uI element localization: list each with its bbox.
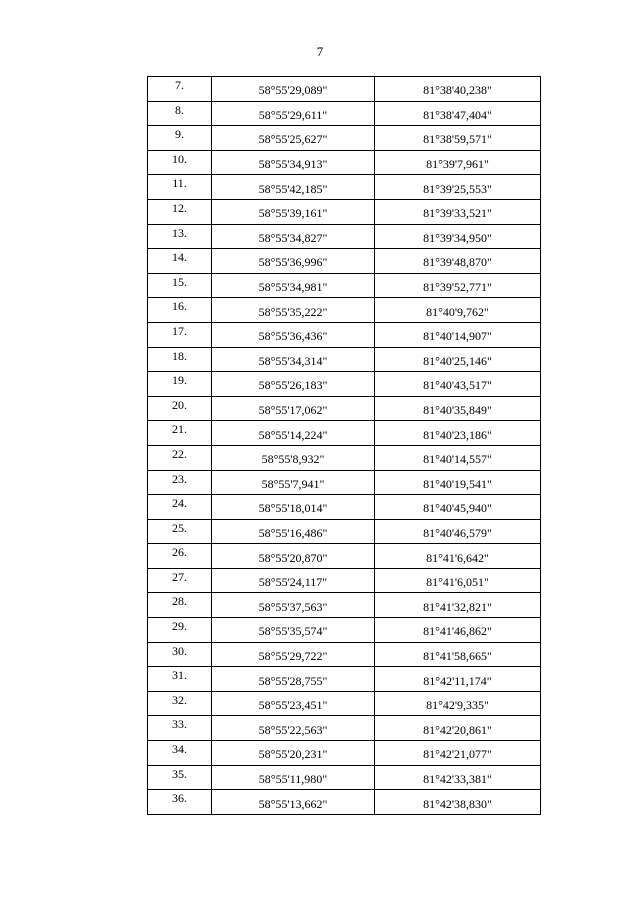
latitude-cell: 58°55'26,183" [212,372,375,397]
table-row [148,126,541,151]
point-number-cell: 25. [148,519,212,544]
point-number-cell: 21. [148,421,212,446]
longitude-cell: 81°39'25,553" [375,175,541,200]
latitude-cell: 58°55'20,870" [212,544,375,569]
table-row [148,175,541,200]
longitude-cell: 81°38'47,404" [375,101,541,126]
point-number-cell: 12. [148,199,212,224]
table-row [148,495,541,520]
point-number-cell: 11. [148,175,212,200]
table-row [148,593,541,618]
point-number-cell: 33. [148,716,212,741]
point-number-cell: 35. [148,765,212,790]
longitude-cell: 81°42'11,174" [375,667,541,692]
latitude-cell: 58°55'42,185" [212,175,375,200]
latitude-cell: 58°55'25,627" [212,126,375,151]
longitude-cell: 81°40'14,557" [375,445,541,470]
point-number-cell: 17. [148,322,212,347]
point-number-cell: 7. [148,77,212,102]
table-row [148,396,541,421]
point-number-cell: 8. [148,101,212,126]
longitude-cell: 81°42'33,381" [375,765,541,790]
point-number-cell: 13. [148,224,212,249]
point-number-cell: 26. [148,544,212,569]
point-number-cell: 16. [148,298,212,323]
latitude-cell: 58°55'24,117" [212,568,375,593]
longitude-cell: 81°41'6,642" [375,544,541,569]
latitude-cell: 58°55'7,941" [212,470,375,495]
longitude-cell: 81°41'46,862" [375,618,541,643]
table-row [148,101,541,126]
longitude-cell: 81°40'19,541" [375,470,541,495]
point-number-cell: 18. [148,347,212,372]
longitude-cell: 81°41'32,821" [375,593,541,618]
latitude-cell: 58°55'39,161" [212,199,375,224]
point-number-cell: 31. [148,667,212,692]
point-number-cell: 19. [148,372,212,397]
point-number-cell: 34. [148,741,212,766]
latitude-cell: 58°55'16,486" [212,519,375,544]
point-number-cell: 14. [148,249,212,274]
page-number: 7 [316,44,324,59]
longitude-cell: 81°39'48,870" [375,249,541,274]
table-row [148,790,541,815]
latitude-cell: 58°55'29,722" [212,642,375,667]
table-row [148,372,541,397]
longitude-cell: 81°42'21,077" [375,741,541,766]
latitude-cell: 58°55'14,224" [212,421,375,446]
table-row [148,765,541,790]
longitude-cell: 81°42'9,335" [375,691,541,716]
latitude-cell: 58°55'37,563" [212,593,375,618]
point-number-cell: 15. [148,273,212,298]
latitude-cell: 58°55'23,451" [212,691,375,716]
table-row [148,544,541,569]
point-number-cell: 27. [148,568,212,593]
longitude-cell: 81°40'45,940" [375,495,541,520]
table-row [148,322,541,347]
longitude-cell: 81°38'40,238" [375,77,541,102]
longitude-cell: 81°40'43,517" [375,372,541,397]
latitude-cell: 58°55'34,913" [212,150,375,175]
longitude-cell: 81°40'23,186" [375,421,541,446]
point-number-cell: 24. [148,495,212,520]
table-row [148,199,541,224]
latitude-cell: 58°55'34,314" [212,347,375,372]
table-row [148,519,541,544]
latitude-cell: 58°55'22,563" [212,716,375,741]
longitude-cell: 81°40'9,762" [375,298,541,323]
table-row [148,150,541,175]
point-number-cell: 28. [148,593,212,618]
table-row [148,224,541,249]
latitude-cell: 58°55'28,755" [212,667,375,692]
latitude-cell: 58°55'13,662" [212,790,375,815]
point-number-cell: 22. [148,445,212,470]
coordinates-table-body [148,77,541,815]
longitude-cell: 81°42'20,861" [375,716,541,741]
latitude-cell: 58°55'17,062" [212,396,375,421]
longitude-cell: 81°39'52,771" [375,273,541,298]
coordinates-table [147,76,541,815]
point-number-cell: 20. [148,396,212,421]
point-number-cell: 36. [148,790,212,815]
table-row [148,642,541,667]
longitude-cell: 81°38'59,571" [375,126,541,151]
table-row [148,77,541,102]
table-row [148,298,541,323]
latitude-cell: 58°55'34,981" [212,273,375,298]
latitude-cell: 58°55'20,231" [212,741,375,766]
table-row [148,249,541,274]
longitude-cell: 81°39'33,521" [375,199,541,224]
table-row [148,347,541,372]
point-number-cell: 30. [148,642,212,667]
longitude-cell: 81°39'7,961" [375,150,541,175]
latitude-cell: 58°55'29,611" [212,101,375,126]
longitude-cell: 81°40'25,146" [375,347,541,372]
table-row [148,741,541,766]
point-number-cell: 10. [148,150,212,175]
latitude-cell: 58°55'36,996" [212,249,375,274]
table-row [148,421,541,446]
latitude-cell: 58°55'8,932" [212,445,375,470]
longitude-cell: 81°40'14,907" [375,322,541,347]
table-row [148,470,541,495]
latitude-cell: 58°55'29,089" [212,77,375,102]
latitude-cell: 58°55'18,014" [212,495,375,520]
table-row [148,716,541,741]
table-row [148,691,541,716]
latitude-cell: 58°55'36,436" [212,322,375,347]
longitude-cell: 81°42'38,830" [375,790,541,815]
point-number-cell: 29. [148,618,212,643]
longitude-cell: 81°41'6,051" [375,568,541,593]
table-row [148,568,541,593]
longitude-cell: 81°40'35,849" [375,396,541,421]
table-row [148,273,541,298]
point-number-cell: 9. [148,126,212,151]
latitude-cell: 58°55'11,980" [212,765,375,790]
longitude-cell: 81°39'34,950" [375,224,541,249]
table-row [148,618,541,643]
table-row [148,445,541,470]
longitude-cell: 81°40'46,579" [375,519,541,544]
point-number-cell: 32. [148,691,212,716]
latitude-cell: 58°55'34,827" [212,224,375,249]
latitude-cell: 58°55'35,222" [212,298,375,323]
latitude-cell: 58°55'35,574" [212,618,375,643]
longitude-cell: 81°41'58,665" [375,642,541,667]
point-number-cell: 23. [148,470,212,495]
table-row [148,667,541,692]
